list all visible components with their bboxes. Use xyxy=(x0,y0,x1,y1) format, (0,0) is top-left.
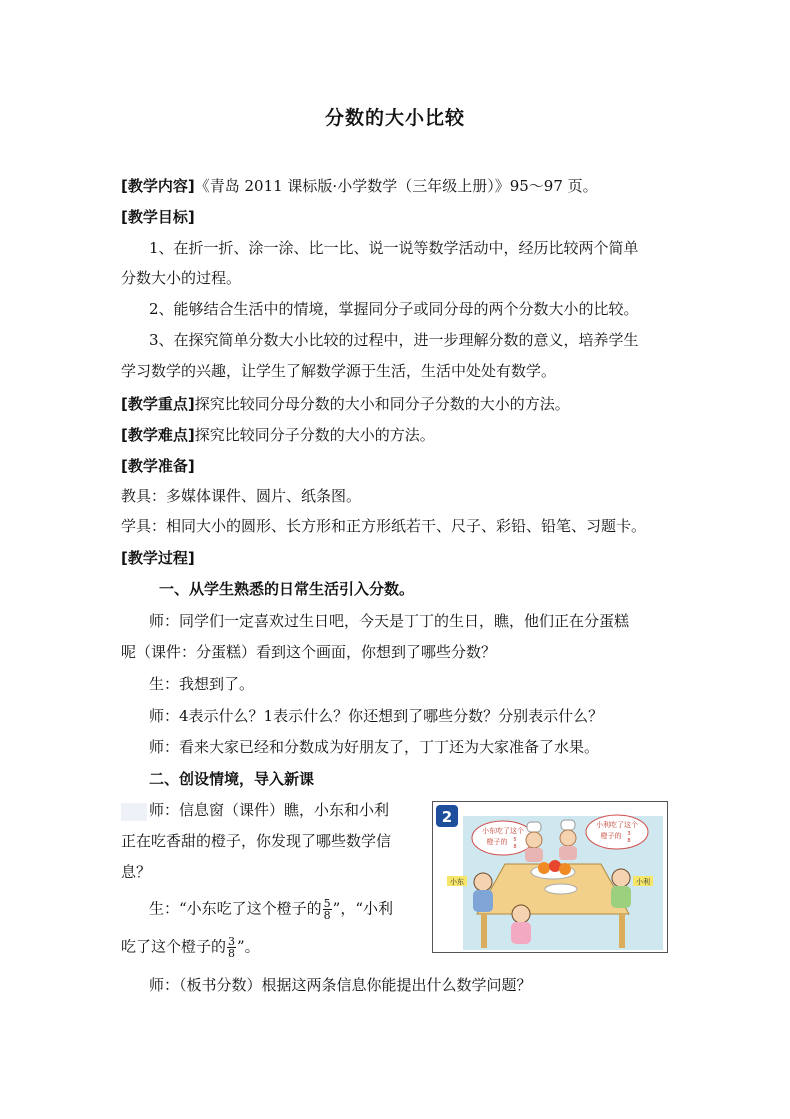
orange-icon xyxy=(559,863,571,875)
bubble-left-den: 8 xyxy=(513,844,517,850)
para-1b: 呢（课件：分蛋糕）看到这个画面，你想到了哪些分数？ xyxy=(121,643,497,661)
fraction-5-8 xyxy=(323,898,332,921)
para-5b: 正在吃香甜的橙子，你发现了哪些数学信 xyxy=(121,832,392,850)
badge-number: 2 xyxy=(441,808,453,826)
para-1a: 师：同学们一定喜欢过生日吧，今天是丁丁的生日，瞧，他们正在分蛋糕 xyxy=(149,612,630,630)
shaded-indent xyxy=(121,803,147,821)
goal-2: 2、能够结合生活中的情境，掌握同分子或同分母的两个分数大小的比较。 xyxy=(149,300,639,318)
bubble-left-num: 5 xyxy=(513,837,517,843)
para-6a-pre: 生：“小东吃了这个橙子的 xyxy=(149,899,322,918)
prep-student: 学具：相同大小的圆形、长方形和正方形纸若干、尺子、彩铅、铅笔、习题卡。 xyxy=(121,517,647,535)
goal-1b: 分数大小的过程。 xyxy=(121,269,242,287)
fraction-numerator: 3 xyxy=(228,935,236,948)
label-xiaodong: 小东 xyxy=(450,878,464,886)
goal-3a: 3、在探究简单分数大小比较的过程中，进一步理解分数的意义，培养学生 xyxy=(149,331,639,349)
document-title: 分数的大小比较 xyxy=(324,107,465,129)
key-label: [教学重点] xyxy=(121,395,195,413)
bubble-right-den: 8 xyxy=(627,838,631,844)
plate xyxy=(545,884,577,894)
goals-label: [教学目标] xyxy=(121,208,195,226)
illustration-svg xyxy=(433,802,667,952)
para-6b-pre: 吃了这个橙子的 xyxy=(121,937,227,956)
fraction-denominator: 8 xyxy=(323,909,331,922)
difficulty-line xyxy=(121,425,681,445)
fraction-numerator: 5 xyxy=(323,897,331,910)
difficulty-label: [教学难点] xyxy=(121,426,195,444)
process-label: [教学过程] xyxy=(121,549,195,567)
para-5c: 息？ xyxy=(121,863,152,881)
para-5a: 师：信息窗（课件）瞧，小东和小利 xyxy=(149,801,390,819)
goal-3b: 学习数学的兴趣，让学生了解数学源于生活，生活中处处有数学。 xyxy=(121,362,557,380)
bubble-left-line1: 小东吃了这个 xyxy=(482,827,524,835)
prep-teacher: 教具：多媒体课件、圆片、纸条图。 xyxy=(121,487,362,505)
content-text: 《青岛 2011 课标版·小学数学（三年级上册）》95～97 页。 xyxy=(194,177,598,195)
bubble-right-num: 3 xyxy=(627,831,631,837)
child-xiaodong-figure xyxy=(473,873,493,912)
goal-1a: 1、在折一折、涂一涂、比一比、说一说等数学活动中，经历比较两个简单 xyxy=(149,239,639,257)
bubble-right-line2: 橙子的 xyxy=(600,832,622,840)
table-leg-left xyxy=(481,914,487,948)
key-text: 探究比较同分母分数的大小和同分子分数的大小的方法。 xyxy=(194,395,570,413)
info-window-illustration xyxy=(432,801,668,953)
para-6a-mid: ”，“小利 xyxy=(332,899,394,918)
chef-left-figure xyxy=(525,822,543,862)
child-xiaoli-figure xyxy=(611,869,631,908)
table-leg-right xyxy=(619,914,625,948)
prep-label: [教学准备] xyxy=(121,457,195,475)
section-2-heading: 二、创设情境，导入新课 xyxy=(149,770,315,788)
para-3: 师：4表示什么？1表示什么？你还想到了哪些分数？分别表示什么？ xyxy=(149,707,604,725)
para-2: 生：我想到了。 xyxy=(149,675,255,693)
content-line xyxy=(121,176,681,196)
difficulty-text: 探究比较同分子分数的大小的方法。 xyxy=(194,426,435,444)
content-label: [教学内容] xyxy=(121,177,195,195)
label-xiaoli: 小利 xyxy=(636,878,650,886)
fraction-3-8 xyxy=(227,936,236,959)
section-1-heading: 一、从学生熟悉的日常生活引入分数。 xyxy=(159,580,415,598)
orange-icon xyxy=(538,862,550,874)
para-7: 师：（板书分数）根据这两条信息你能提出什么数学问题？ xyxy=(149,976,532,994)
bubble-right-line1: 小利吃了这个 xyxy=(596,821,638,829)
para-4: 师：看来大家已经和分数成为好朋友了，丁丁还为大家准备了水果。 xyxy=(149,738,600,756)
key-line xyxy=(121,394,681,414)
child-front-figure xyxy=(511,905,531,944)
fraction-denominator: 8 xyxy=(228,947,236,960)
para-6b-post: ”。 xyxy=(237,937,260,956)
bubble-left-line2: 橙子的 xyxy=(486,838,508,846)
chef-right-figure xyxy=(559,820,577,860)
